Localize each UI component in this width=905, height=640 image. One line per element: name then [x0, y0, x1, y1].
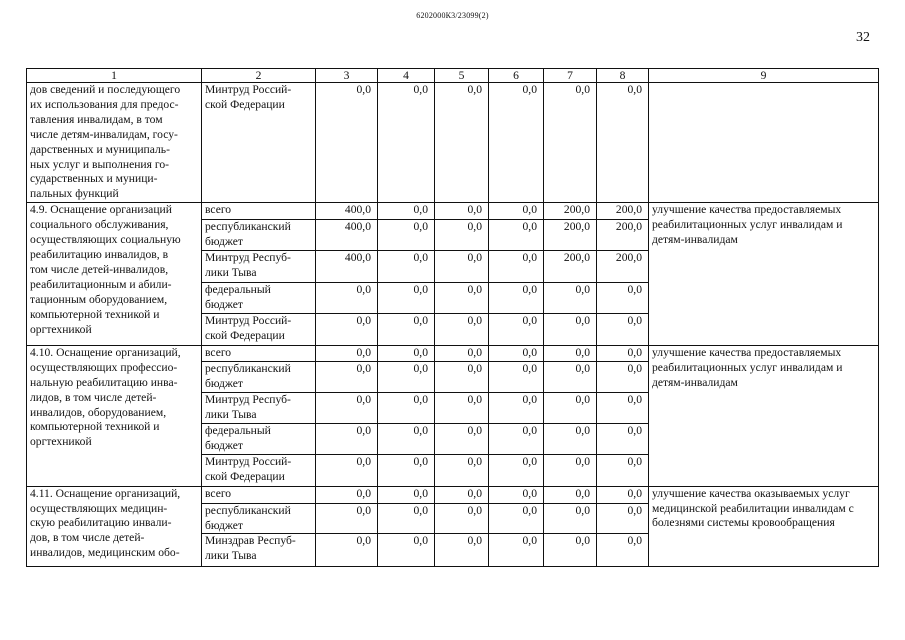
amount-cell: 0,0: [597, 83, 649, 203]
funding-source-cell: [202, 503, 316, 534]
funding-source-cell: [202, 83, 316, 203]
measure-name-line: числе детям-инвалидам, госу-: [30, 127, 178, 141]
amount-cell: 400,0: [316, 203, 378, 220]
amount-cell: 0,0: [544, 361, 597, 392]
amount-cell: 0,0: [378, 392, 435, 423]
amount-cell: 0,0: [316, 345, 378, 361]
expected-result-cell: улучшение качества предоставляемых реабилитационных услуг инвалидам и детям-инвалидам: [649, 345, 879, 486]
column-header: 1: [27, 69, 202, 83]
amount-cell: 0,0: [489, 345, 544, 361]
funding-source-line: Минтруд Россий-: [205, 313, 292, 327]
amount-cell: 0,0: [597, 534, 649, 567]
amount-cell: 0,0: [316, 454, 378, 486]
measure-name-line: реабилитационным и абили-: [30, 277, 172, 291]
funding-source-line: всего: [205, 486, 232, 500]
funding-source-line: бюджет: [205, 438, 243, 452]
measure-name-line: осуществляющих медицин-: [30, 501, 168, 515]
funding-source-line: бюджет: [205, 518, 243, 532]
expected-result-cell: улучшение качества предоставляемых реабилитационных услуг инвалидам и детям-инвалидам: [649, 203, 879, 346]
amount-cell: 0,0: [378, 83, 435, 203]
measure-name-line: компьютерной техникой и: [30, 307, 160, 321]
amount-cell: 0,0: [544, 486, 597, 503]
amount-cell: 200,0: [544, 220, 597, 251]
amount-cell: 0,0: [378, 203, 435, 220]
measure-name-line: их использования для предос-: [30, 97, 179, 111]
funding-source-line: республиканский: [205, 220, 291, 234]
column-header: 8: [597, 69, 649, 83]
amount-cell: 0,0: [378, 313, 435, 345]
amount-cell: 0,0: [544, 503, 597, 534]
funding-source-cell: [202, 454, 316, 486]
funding-source-cell: [202, 423, 316, 454]
funding-source-line: ской Федерации: [205, 469, 285, 483]
table-row: [27, 83, 879, 203]
amount-cell: 0,0: [544, 392, 597, 423]
document-id: 6202000К3/23099(2): [416, 11, 489, 20]
budget-table: [26, 68, 879, 567]
funding-source-cell: [202, 534, 316, 567]
amount-cell: 0,0: [544, 534, 597, 567]
measure-name-line: 4.10. Оснащение организаций,: [30, 345, 181, 359]
measure-name-line: осуществляющих социальную: [30, 233, 181, 247]
funding-source-cell: [202, 486, 316, 503]
amount-cell: 0,0: [378, 220, 435, 251]
amount-cell: 400,0: [316, 251, 378, 283]
amount-cell: 0,0: [435, 534, 489, 567]
amount-cell: 0,0: [489, 534, 544, 567]
amount-cell: 0,0: [544, 454, 597, 486]
amount-cell: 0,0: [316, 486, 378, 503]
amount-cell: 0,0: [435, 313, 489, 345]
measure-name-cell: [27, 203, 202, 346]
funding-source-cell: [202, 251, 316, 283]
column-header: 7: [544, 69, 597, 83]
column-header: 2: [202, 69, 316, 83]
measure-name-line: ных услуг и выполнения го-: [30, 157, 169, 171]
column-header: 4: [378, 69, 435, 83]
amount-cell: 0,0: [489, 423, 544, 454]
funding-source-line: республиканский: [205, 361, 291, 375]
funding-source-cell: [202, 345, 316, 361]
amount-cell: 0,0: [597, 392, 649, 423]
table-row: [27, 345, 879, 361]
funding-source-line: ской Федерации: [205, 97, 285, 111]
amount-cell: 0,0: [316, 503, 378, 534]
amount-cell: 0,0: [378, 454, 435, 486]
measure-name-line: социального обслуживания,: [30, 218, 169, 232]
measure-name-cell: [27, 345, 202, 486]
amount-cell: 0,0: [544, 345, 597, 361]
amount-cell: 0,0: [597, 345, 649, 361]
amount-cell: 0,0: [489, 83, 544, 203]
amount-cell: 0,0: [316, 392, 378, 423]
amount-cell: 0,0: [316, 423, 378, 454]
amount-cell: 0,0: [544, 283, 597, 314]
measure-name-line: оргтехникой: [30, 322, 92, 336]
amount-cell: 0,0: [435, 283, 489, 314]
amount-cell: 0,0: [597, 486, 649, 503]
measure-name-line: инвалидов, оборудованием,: [30, 405, 167, 419]
funding-source-line: лики Тыва: [205, 265, 257, 279]
amount-cell: 0,0: [435, 220, 489, 251]
table-row: [27, 203, 879, 220]
column-header: 5: [435, 69, 489, 83]
amount-cell: 0,0: [435, 423, 489, 454]
funding-source-line: всего: [205, 345, 232, 359]
amount-cell: 0,0: [435, 486, 489, 503]
funding-source-line: ской Федерации: [205, 328, 285, 342]
funding-source-line: федеральный: [205, 283, 271, 297]
measure-name-line: том числе детей-инвалидов,: [30, 262, 169, 276]
expected-result-cell: [649, 83, 879, 203]
amount-cell: 0,0: [435, 251, 489, 283]
amount-cell: 0,0: [378, 283, 435, 314]
funding-source-line: лики Тыва: [205, 407, 257, 421]
measure-name-line: пальных функций: [30, 187, 119, 201]
funding-source-cell: [202, 220, 316, 251]
amount-cell: 0,0: [489, 251, 544, 283]
amount-cell: 0,0: [435, 83, 489, 203]
funding-source-line: республиканский: [205, 503, 291, 517]
funding-source-line: бюджет: [205, 376, 243, 390]
measure-name-line: скую реабилитацию инвали-: [30, 516, 172, 530]
funding-source-cell: [202, 392, 316, 423]
amount-cell: 200,0: [544, 251, 597, 283]
measure-name-line: лидов, в том числе детей-: [30, 390, 157, 404]
amount-cell: 0,0: [378, 503, 435, 534]
amount-cell: 0,0: [489, 283, 544, 314]
table-row: [27, 486, 879, 503]
amount-cell: 0,0: [316, 283, 378, 314]
measure-name-line: 4.9. Оснащение организаций: [30, 203, 172, 217]
amount-cell: 400,0: [316, 220, 378, 251]
amount-cell: 0,0: [378, 534, 435, 567]
amount-cell: 200,0: [597, 220, 649, 251]
amount-cell: 0,0: [378, 361, 435, 392]
amount-cell: 0,0: [597, 423, 649, 454]
amount-cell: 0,0: [489, 503, 544, 534]
amount-cell: 0,0: [597, 283, 649, 314]
amount-cell: 0,0: [489, 361, 544, 392]
funding-source-cell: [202, 203, 316, 220]
amount-cell: 200,0: [597, 203, 649, 220]
measure-name-line: реабилитацию инвалидов, в: [30, 247, 169, 261]
amount-cell: 0,0: [489, 454, 544, 486]
amount-cell: 0,0: [489, 203, 544, 220]
page-number: 32: [856, 30, 870, 45]
funding-source-cell: [202, 313, 316, 345]
amount-cell: 0,0: [435, 345, 489, 361]
funding-source-cell: [202, 361, 316, 392]
amount-cell: 0,0: [597, 454, 649, 486]
measure-name-line: дов, в том числе детей-: [30, 531, 145, 545]
amount-cell: 0,0: [544, 423, 597, 454]
amount-cell: 0,0: [378, 251, 435, 283]
amount-cell: 0,0: [597, 313, 649, 345]
measure-name-cell: [27, 83, 202, 203]
measure-name-line: осуществляющих профессио-: [30, 360, 178, 374]
amount-cell: 0,0: [544, 313, 597, 345]
amount-cell: 0,0: [316, 534, 378, 567]
measure-name-line: нальную реабилитацию инва-: [30, 375, 178, 389]
measure-name-cell: [27, 486, 202, 567]
expected-result-cell: улучшение качества оказываемых услуг медицинской реабилитации инвалидам с болезнями системы кровообращения: [649, 486, 879, 567]
column-header: 3: [316, 69, 378, 83]
funding-source-line: лики Тыва: [205, 549, 257, 563]
funding-source-line: Минтруд Респуб-: [205, 392, 291, 406]
funding-source-line: Минтруд Респуб-: [205, 251, 291, 265]
amount-cell: 0,0: [316, 83, 378, 203]
funding-source-cell: [202, 283, 316, 314]
funding-source-line: бюджет: [205, 297, 243, 311]
amount-cell: 0,0: [435, 203, 489, 220]
amount-cell: 0,0: [489, 313, 544, 345]
measure-name-line: сударственных и муници-: [30, 172, 158, 186]
amount-cell: 0,0: [489, 486, 544, 503]
amount-cell: 200,0: [597, 251, 649, 283]
amount-cell: 200,0: [544, 203, 597, 220]
amount-cell: 0,0: [316, 313, 378, 345]
funding-source-line: Минтруд Россий-: [205, 454, 292, 468]
amount-cell: 0,0: [597, 503, 649, 534]
amount-cell: 0,0: [435, 392, 489, 423]
column-header: 9: [649, 69, 879, 83]
measure-name-line: компьютерной техникой и: [30, 420, 160, 434]
measure-name-line: дарственных и муниципаль-: [30, 142, 170, 156]
amount-cell: 0,0: [544, 83, 597, 203]
funding-source-line: бюджет: [205, 235, 243, 249]
measure-name-line: 4.11. Оснащение организаций,: [30, 486, 181, 500]
funding-source-line: Минтруд Россий-: [205, 83, 292, 96]
amount-cell: 0,0: [378, 486, 435, 503]
amount-cell: 0,0: [435, 454, 489, 486]
amount-cell: 0,0: [597, 361, 649, 392]
funding-source-line: всего: [205, 203, 232, 217]
measure-name-line: дов сведений и последующего: [30, 83, 181, 96]
amount-cell: 0,0: [489, 392, 544, 423]
table-header-row: [27, 69, 879, 83]
funding-source-line: федеральный: [205, 423, 271, 437]
measure-name-line: инвалидов, медицинским обо-: [30, 546, 180, 560]
amount-cell: 0,0: [435, 503, 489, 534]
measure-name-line: тавления инвалидам, в том: [30, 112, 163, 126]
funding-source-line: Минздрав Респуб-: [205, 534, 296, 548]
amount-cell: 0,0: [489, 220, 544, 251]
column-header: 6: [489, 69, 544, 83]
amount-cell: 0,0: [378, 345, 435, 361]
measure-name-line: оргтехникой: [30, 435, 92, 449]
amount-cell: 0,0: [435, 361, 489, 392]
amount-cell: 0,0: [316, 361, 378, 392]
measure-name-line: тационным оборудованием,: [30, 292, 168, 306]
amount-cell: 0,0: [378, 423, 435, 454]
